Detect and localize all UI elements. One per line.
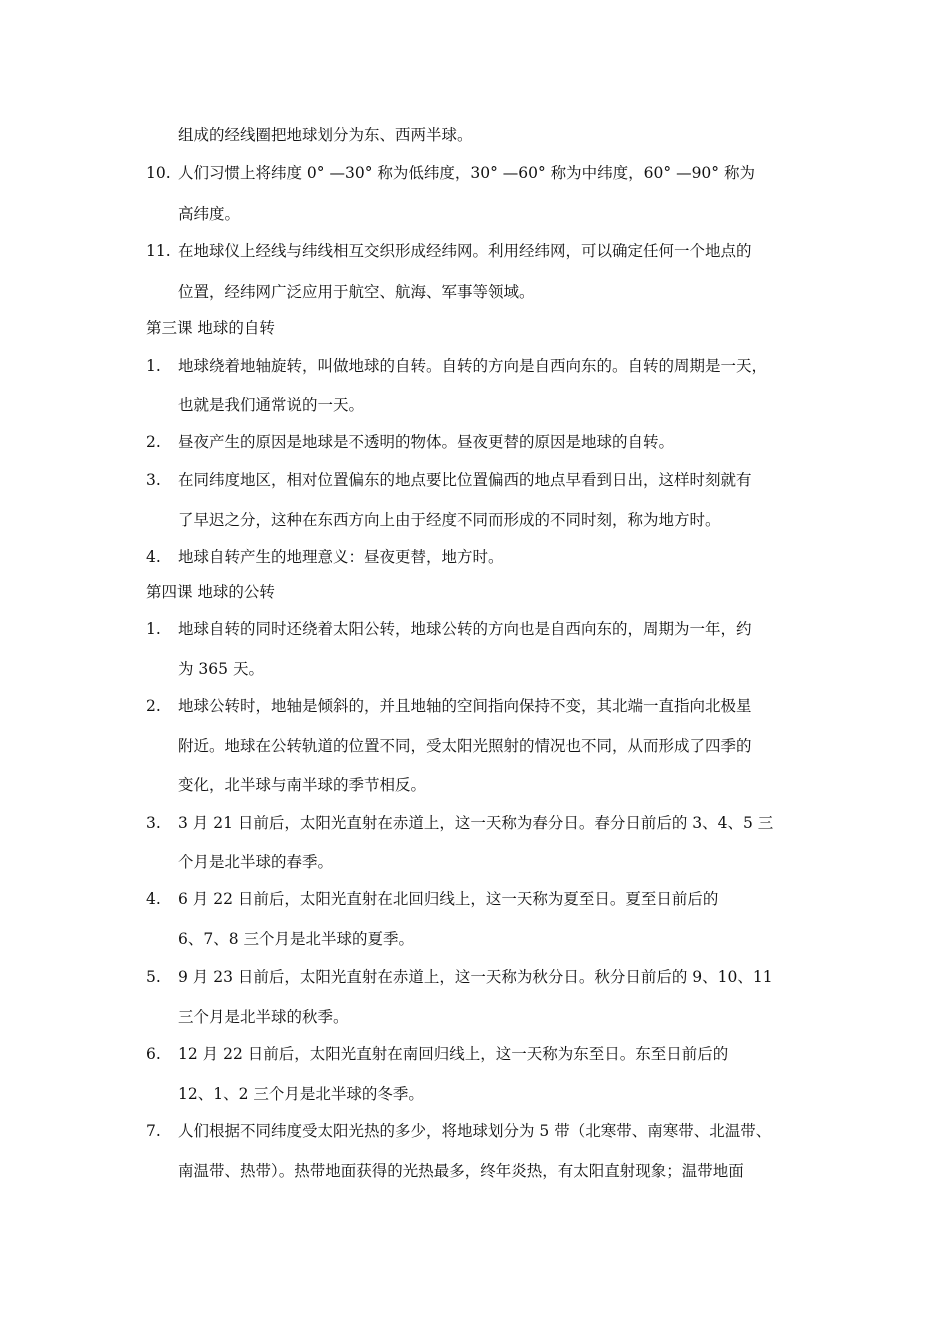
list-item-number: 3.: [146, 471, 161, 489]
paragraph-continuation: 组成的经线圈把地球划分为东、西两半球。: [178, 126, 473, 144]
paragraph-continuation: 三个月是北半球的秋季。: [178, 1008, 349, 1026]
list-item-number: 11.: [146, 242, 171, 260]
paragraph-continuation: 也就是我们通常说的一天。: [178, 396, 365, 414]
list-item-number: 7.: [146, 1122, 161, 1140]
list-item-text: 6 月 22 日前后，太阳光直射在北回归线上，这一天称为夏至日。夏至日前后的: [178, 890, 719, 908]
paragraph-continuation: 位置，经纬网广泛应用于航空、航海、军事等领域。: [178, 283, 535, 301]
list-item-text: 地球公转时，地轴是倾斜的，并且地轴的空间指向保持不变，其北端一直指向北极星: [178, 697, 752, 715]
paragraph-continuation: 为 365 天。: [178, 660, 264, 678]
list-item-number: 3.: [146, 814, 161, 832]
list-item-text: 9 月 23 日前后，太阳光直射在赤道上，这一天称为秋分日。秋分日前后的 9、10、11: [178, 968, 773, 986]
list-item-text: 昼夜产生的原因是地球是不透明的物体。昼夜更替的原因是地球的自转。: [178, 433, 675, 451]
list-item-text: 地球自转的同时还绕着太阳公转，地球公转的方向也是自西向东的，周期为一年，约: [178, 620, 752, 638]
list-item-text: 人们根据不同纬度受太阳光热的多少，将地球划分为 5 带（北寒带、南寒带、北温带、: [178, 1122, 772, 1140]
list-item-number: 6.: [146, 1045, 161, 1063]
paragraph-continuation: 6、7、8 三个月是北半球的夏季。: [178, 930, 415, 948]
list-item-text: 人们习惯上将纬度 0° —30° 称为低纬度，30° —60° 称为中纬度，60° —90° 称为: [178, 164, 755, 182]
list-item-number: 5.: [146, 968, 161, 986]
list-item-number: 2.: [146, 697, 161, 715]
paragraph-continuation: 高纬度。: [178, 205, 241, 223]
list-item-number: 1.: [146, 357, 161, 375]
paragraph-continuation: 南温带、热带）。热带地面获得的光热最多，终年炎热，有太阳直射现象；温带地面: [178, 1162, 744, 1180]
list-item-text: 3 月 21 日前后，太阳光直射在赤道上，这一天称为春分日。春分日前后的 3、4、5 三: [178, 814, 774, 832]
list-item-text: 12 月 22 日前后，太阳光直射在南回归线上，这一天称为东至日。东至日前后的: [178, 1045, 729, 1063]
section-heading: 第三课 地球的自转: [146, 319, 275, 337]
list-item-number: 4.: [146, 548, 161, 566]
section-heading: 第四课 地球的公转: [146, 583, 275, 601]
list-item-number: 1.: [146, 620, 161, 638]
list-item-text: 地球自转产生的地理意义：昼夜更替，地方时。: [178, 548, 504, 566]
paragraph-continuation: 了早迟之分，这种在东西方向上由于经度不同而形成的不同时刻，称为地方时。: [178, 511, 721, 529]
paragraph-continuation: 个月是北半球的春季。: [178, 853, 334, 871]
paragraph-continuation: 变化，北半球与南半球的季节相反。: [178, 776, 427, 794]
list-item-text: 在同纬度地区，相对位置偏东的地点要比位置偏西的地点早看到日出，这样时刻就有: [178, 471, 752, 489]
list-item-number: 4.: [146, 890, 161, 908]
list-item-number: 2.: [146, 433, 161, 451]
list-item-number: 10.: [146, 164, 171, 182]
list-item-text: 在地球仪上经线与纬线相互交织形成经纬网。利用经纬网，可以确定任何一个地点的: [178, 242, 752, 260]
list-item-text: 地球绕着地轴旋转，叫做地球的自转。自转的方向是自西向东的。自转的周期是一天，: [178, 357, 768, 375]
paragraph-continuation: 附近。地球在公转轨道的位置不同，受太阳光照射的情况也不同，从而形成了四季的: [178, 737, 752, 755]
paragraph-continuation: 12、1、2 三个月是北半球的冬季。: [178, 1085, 424, 1103]
